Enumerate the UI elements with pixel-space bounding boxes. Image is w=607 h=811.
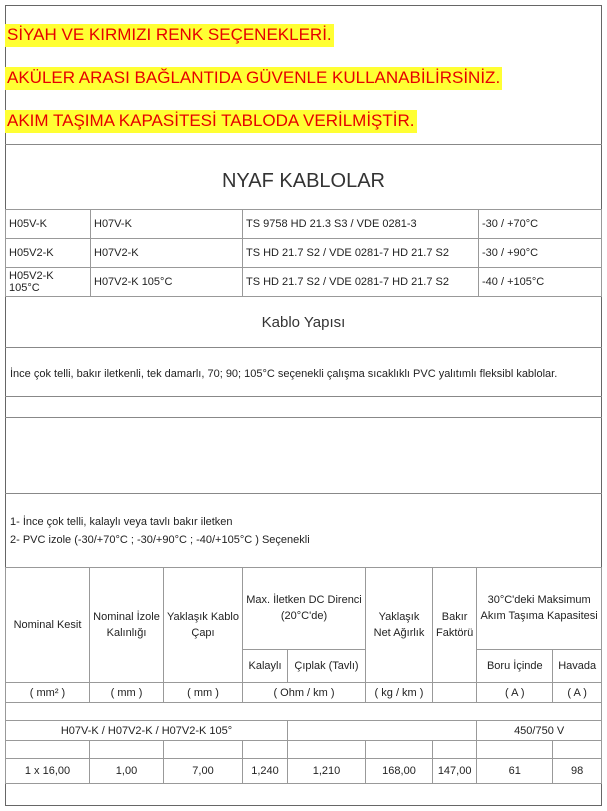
spec-cell: H05V-K xyxy=(6,210,91,239)
spec-table xyxy=(5,209,602,297)
empty-cell xyxy=(288,741,366,759)
empty-cell xyxy=(6,741,90,759)
empty-cell xyxy=(433,741,477,759)
cell-ciplak: 1,210 xyxy=(288,759,366,784)
cell-agirlik: 168,00 xyxy=(366,759,433,784)
header-kapasite: 30°C'deki Maksimum Akım Taşıma Kapasitesi xyxy=(477,568,602,650)
spacer-row xyxy=(6,703,602,721)
header-agirlik: Yaklaşık Net Ağırlık xyxy=(366,568,433,683)
spec-cell: TS 9758 HD 21.3 S3 / VDE 0281-3 xyxy=(243,210,479,239)
empty-cell xyxy=(366,741,433,759)
unit-cap: ( mm ) xyxy=(164,683,243,703)
header-izole: Nominal İzole Kalınlığı xyxy=(90,568,164,683)
spec-cell: H07V-K xyxy=(91,210,243,239)
header-boru: Boru İçinde xyxy=(477,649,553,682)
spec-cell: TS HD 21.7 S2 / VDE 0281-7 HD 21.7 S2 xyxy=(243,268,479,297)
divider xyxy=(5,396,602,397)
spec-cell: TS HD 21.7 S2 / VDE 0281-7 HD 21.7 S2 xyxy=(243,239,479,268)
note-line-2: 2- PVC izole (-30/+70°C ; -30/+90°C ; -40/+105°C ) Seçenekli xyxy=(10,534,310,546)
cell-kalayli: 1,240 xyxy=(243,759,288,784)
cell-izole: 1,00 xyxy=(90,759,164,784)
spec-row xyxy=(6,268,602,297)
highlight-line-2: AKÜLER ARASI BAĞLANTIDA GÜVENLE KULLANABİLİRSİNİZ. xyxy=(5,67,502,90)
header-direnc: Max. İletken DC Direnci (20°C'de) xyxy=(243,568,366,650)
spec-cell: H05V2-K xyxy=(6,239,91,268)
empty-cell xyxy=(243,741,288,759)
table-row xyxy=(6,759,602,784)
cell-cap: 7,00 xyxy=(164,759,243,784)
spec-row xyxy=(6,210,602,239)
header-cap: Yaklaşık Kablo Çapı xyxy=(164,568,243,683)
page-title: NYAF KABLOLAR xyxy=(221,170,386,192)
data-table xyxy=(5,567,602,784)
highlight-line-3: AKIM TAŞIMA KAPASİTESİ TABLODA VERİLMİŞTİR. xyxy=(5,110,417,133)
cell-havada: 98 xyxy=(553,759,602,784)
empty-cell xyxy=(164,741,243,759)
header-bakir: Bakır Faktörü xyxy=(433,568,477,683)
unit-bakir xyxy=(433,683,477,703)
divider xyxy=(5,417,602,418)
spec-cell: H07V2-K 105°C xyxy=(91,268,243,297)
unit-izole: ( mm ) xyxy=(90,683,164,703)
header-nominal-kesit: Nominal Kesit xyxy=(6,568,90,683)
header-ciplak: Çıplak (Tavlı) xyxy=(288,649,366,682)
highlight-line-1: SİYAH VE KIRMIZI RENK SEÇENEKLERİ. xyxy=(5,24,334,47)
unit-direnc: ( Ohm / km ) xyxy=(243,683,366,703)
header-kalayli: Kalaylı xyxy=(243,649,288,682)
cell-boru: 61 xyxy=(477,759,553,784)
unit-kesit: ( mm² ) xyxy=(6,683,90,703)
unit-agirlik: ( kg / km ) xyxy=(366,683,433,703)
unit-havada: ( A ) xyxy=(553,683,602,703)
cell-bakir: 147,00 xyxy=(433,759,477,784)
spec-cell: -30 / +70°C xyxy=(479,210,602,239)
structure-title: Kablo Yapısı xyxy=(261,314,346,331)
spec-cell: -40 / +105°C xyxy=(479,268,602,297)
empty-cell xyxy=(477,741,553,759)
divider xyxy=(5,347,602,348)
group-voltage: 450/750 V xyxy=(477,721,602,741)
cell-kesit: 1 x 16,00 xyxy=(6,759,90,784)
spec-cell: H07V2-K xyxy=(91,239,243,268)
unit-boru: ( A ) xyxy=(477,683,553,703)
empty-cell xyxy=(90,741,164,759)
header-havada: Havada xyxy=(553,649,602,682)
spec-row xyxy=(6,239,602,268)
group-name: H07V-K / H07V2-K / H07V2-K 105° xyxy=(6,721,288,741)
spec-cell: H05V2-K 105°C xyxy=(6,268,91,297)
divider xyxy=(5,493,602,494)
description-text: İnce çok telli, bakır iletkenli, tek damarlı, 70; 90; 105°C seçenekli çalışma sıcaklıklı PVC yalıtımlı fleksibl kablolar. xyxy=(10,368,558,380)
spec-cell: -30 / +90°C xyxy=(479,239,602,268)
note-line-1: 1- İnce çok telli, kalaylı veya tavlı bakır iletken xyxy=(10,516,233,528)
empty-cell xyxy=(553,741,602,759)
divider xyxy=(5,144,602,145)
group-spacer xyxy=(288,721,477,741)
